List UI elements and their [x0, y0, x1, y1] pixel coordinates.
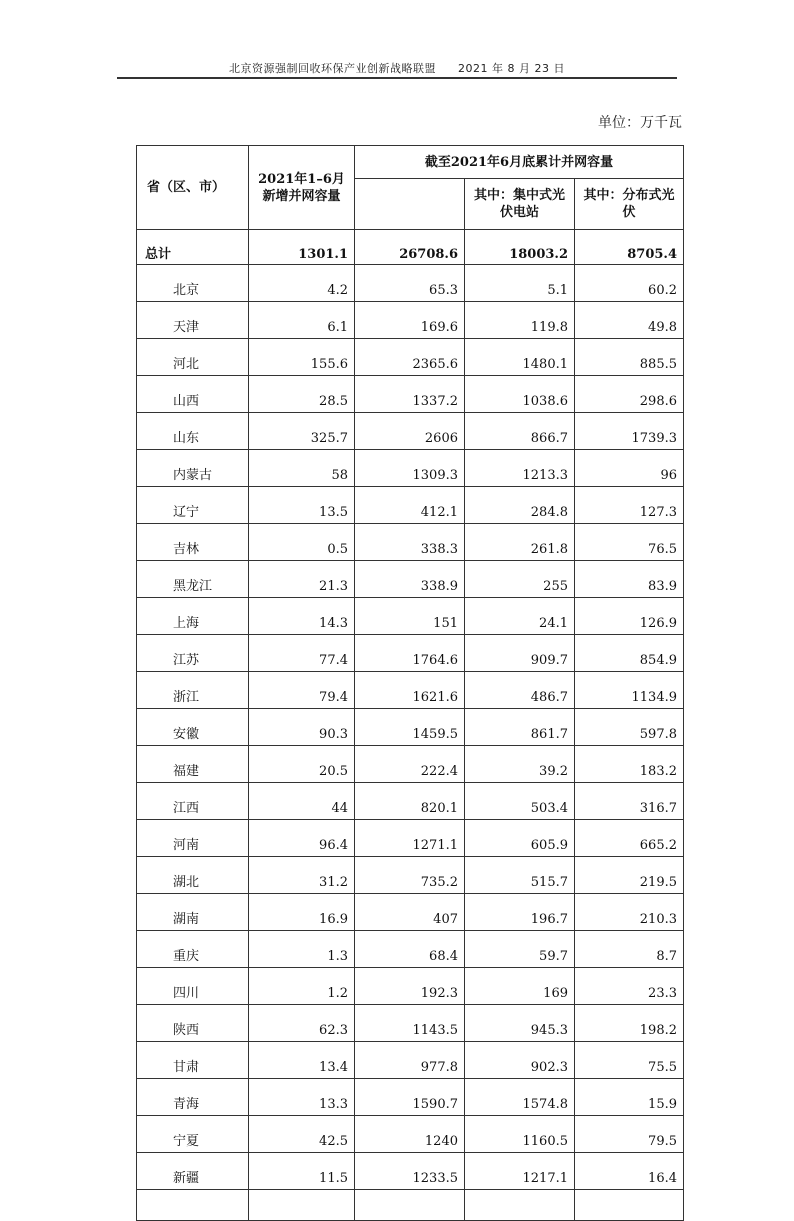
cell-centralized: 5.1: [465, 265, 575, 302]
empty-cell: [249, 1190, 355, 1221]
cell-distributed: 23.3: [575, 968, 684, 1005]
cell-distributed: 885.5: [575, 339, 684, 376]
cell-centralized: 1213.3: [465, 450, 575, 487]
cell-new: 13.4: [249, 1042, 355, 1079]
cell-cumulative: 338.9: [355, 561, 465, 598]
table-row: [137, 524, 684, 561]
table-row: [137, 746, 684, 783]
empty-cell: [465, 1190, 575, 1221]
cell-distributed: 126.9: [575, 598, 684, 635]
cell-distributed: 854.9: [575, 635, 684, 672]
cell-centralized: 503.4: [465, 783, 575, 820]
cell-centralized: 486.7: [465, 672, 575, 709]
table-row: [137, 931, 684, 968]
cell-province: 河南: [137, 820, 249, 857]
cell-province: 河北: [137, 339, 249, 376]
table-row: [137, 709, 684, 746]
table-row: [137, 1153, 684, 1190]
cell-distributed: 316.7: [575, 783, 684, 820]
cell-cumulative: 65.3: [355, 265, 465, 302]
cell-centralized: 255: [465, 561, 575, 598]
header-divider: [117, 77, 677, 79]
cell-new: 0.5: [249, 524, 355, 561]
cell-centralized: 1574.8: [465, 1079, 575, 1116]
cell-province: 黑龙江: [137, 561, 249, 598]
cell-distributed: 16.4: [575, 1153, 684, 1190]
cell-new: 21.3: [249, 561, 355, 598]
cell-cumulative: 1764.6: [355, 635, 465, 672]
cell-cumulative: 407: [355, 894, 465, 931]
cell-new: 1.3: [249, 931, 355, 968]
table-row-total: [137, 230, 684, 265]
cell-cumulative: 735.2: [355, 857, 465, 894]
cell-cumulative: 1271.1: [355, 820, 465, 857]
cell-province: 湖南: [137, 894, 249, 931]
cell-centralized: 945.3: [465, 1005, 575, 1042]
col-header-new-capacity: 2021年1–6月新增并网容量: [249, 146, 355, 230]
table-row: [137, 783, 684, 820]
col-header-cumulative-total: [355, 179, 465, 230]
cell-new: 96.4: [249, 820, 355, 857]
empty-cell: [137, 1190, 249, 1221]
cell-centralized: 866.7: [465, 413, 575, 450]
cell-centralized: 1038.6: [465, 376, 575, 413]
table-row: [137, 672, 684, 709]
cell-distributed: 15.9: [575, 1079, 684, 1116]
cell-province: 上海: [137, 598, 249, 635]
cell-province: 辽宁: [137, 487, 249, 524]
cell-distributed: 76.5: [575, 524, 684, 561]
table-row: [137, 265, 684, 302]
cell-province: 总计: [137, 230, 249, 265]
cell-centralized: 902.3: [465, 1042, 575, 1079]
cell-cumulative: 820.1: [355, 783, 465, 820]
cell-cumulative: 151: [355, 598, 465, 635]
cell-province: 山东: [137, 413, 249, 450]
table-row: [137, 450, 684, 487]
cell-cumulative: 1590.7: [355, 1079, 465, 1116]
cell-distributed: 79.5: [575, 1116, 684, 1153]
cell-cumulative: 1143.5: [355, 1005, 465, 1042]
cell-distributed: 210.3: [575, 894, 684, 931]
table-row: [137, 339, 684, 376]
table-row: [137, 820, 684, 857]
table-row: [137, 1079, 684, 1116]
cell-distributed: 298.6: [575, 376, 684, 413]
cell-distributed: 198.2: [575, 1005, 684, 1042]
table-row: [137, 413, 684, 450]
cell-distributed: 60.2: [575, 265, 684, 302]
cell-cumulative: 412.1: [355, 487, 465, 524]
table-row-cutoff: [137, 1190, 684, 1221]
cell-distributed: 96: [575, 450, 684, 487]
cell-new: 44: [249, 783, 355, 820]
cell-new: 58: [249, 450, 355, 487]
cell-new: 1.2: [249, 968, 355, 1005]
cell-new: 42.5: [249, 1116, 355, 1153]
cell-cumulative: 1233.5: [355, 1153, 465, 1190]
cell-province: 浙江: [137, 672, 249, 709]
cell-province: 四川: [137, 968, 249, 1005]
table-row: [137, 1042, 684, 1079]
cell-centralized: 261.8: [465, 524, 575, 561]
table-row: [137, 1116, 684, 1153]
cell-new: 155.6: [249, 339, 355, 376]
cell-centralized: 909.7: [465, 635, 575, 672]
cell-new: 31.2: [249, 857, 355, 894]
cell-new: 1301.1: [249, 230, 355, 265]
col-header-province: 省（区、市）: [137, 146, 249, 230]
cell-cumulative: 977.8: [355, 1042, 465, 1079]
cell-centralized: 605.9: [465, 820, 575, 857]
cell-province: 青海: [137, 1079, 249, 1116]
col-header-distributed: 其中：分布式光伏: [575, 179, 684, 230]
cell-cumulative: 1337.2: [355, 376, 465, 413]
cell-distributed: 8705.4: [575, 230, 684, 265]
cell-centralized: 1217.1: [465, 1153, 575, 1190]
cell-province: 安徽: [137, 709, 249, 746]
cell-distributed: 8.7: [575, 931, 684, 968]
header-org: 北京资源强制回收环保产业创新战略联盟: [229, 62, 436, 75]
cell-distributed: 127.3: [575, 487, 684, 524]
cell-cumulative: 2606: [355, 413, 465, 450]
table-row: [137, 561, 684, 598]
empty-cell: [355, 1190, 465, 1221]
cell-province: 湖北: [137, 857, 249, 894]
cell-new: 28.5: [249, 376, 355, 413]
cell-new: 13.5: [249, 487, 355, 524]
cell-distributed: 183.2: [575, 746, 684, 783]
empty-cell: [575, 1190, 684, 1221]
cell-centralized: 24.1: [465, 598, 575, 635]
cell-cumulative: 338.3: [355, 524, 465, 561]
capacity-table: [136, 145, 684, 1221]
cell-centralized: 1160.5: [465, 1116, 575, 1153]
cell-distributed: 665.2: [575, 820, 684, 857]
cell-cumulative: 2365.6: [355, 339, 465, 376]
cell-centralized: 39.2: [465, 746, 575, 783]
cell-cumulative: 1240: [355, 1116, 465, 1153]
cell-distributed: 219.5: [575, 857, 684, 894]
cell-distributed: 49.8: [575, 302, 684, 339]
cell-province: 福建: [137, 746, 249, 783]
table-row: [137, 598, 684, 635]
cell-province: 重庆: [137, 931, 249, 968]
col-header-centralized: 其中：集中式光伏电站: [465, 179, 575, 230]
cell-province: 江西: [137, 783, 249, 820]
cell-centralized: 196.7: [465, 894, 575, 931]
cell-new: 16.9: [249, 894, 355, 931]
cell-cumulative: 192.3: [355, 968, 465, 1005]
cell-centralized: 284.8: [465, 487, 575, 524]
cell-new: 4.2: [249, 265, 355, 302]
cell-cumulative: 1621.6: [355, 672, 465, 709]
cell-province: 新疆: [137, 1153, 249, 1190]
cell-new: 90.3: [249, 709, 355, 746]
cell-cumulative: 68.4: [355, 931, 465, 968]
cell-centralized: 1480.1: [465, 339, 575, 376]
cell-cumulative: 169.6: [355, 302, 465, 339]
cell-cumulative: 1459.5: [355, 709, 465, 746]
cell-distributed: 1739.3: [575, 413, 684, 450]
table-row: [137, 487, 684, 524]
cell-province: 宁夏: [137, 1116, 249, 1153]
cell-centralized: 515.7: [465, 857, 575, 894]
cell-new: 14.3: [249, 598, 355, 635]
cell-new: 62.3: [249, 1005, 355, 1042]
cell-province: 江苏: [137, 635, 249, 672]
table-row: [137, 1005, 684, 1042]
cell-province: 天津: [137, 302, 249, 339]
cell-centralized: 119.8: [465, 302, 575, 339]
cell-new: 77.4: [249, 635, 355, 672]
page-header: [0, 60, 794, 76]
cell-new: 79.4: [249, 672, 355, 709]
cell-distributed: 597.8: [575, 709, 684, 746]
cell-new: 20.5: [249, 746, 355, 783]
cell-province: 山西: [137, 376, 249, 413]
table-row: [137, 376, 684, 413]
cell-cumulative: 26708.6: [355, 230, 465, 265]
cell-cumulative: 1309.3: [355, 450, 465, 487]
table-row: [137, 302, 684, 339]
cell-centralized: 18003.2: [465, 230, 575, 265]
table-row: [137, 894, 684, 931]
cell-distributed: 1134.9: [575, 672, 684, 709]
cell-new: 11.5: [249, 1153, 355, 1190]
cell-province: 陕西: [137, 1005, 249, 1042]
cell-province: 吉林: [137, 524, 249, 561]
cell-new: 325.7: [249, 413, 355, 450]
cell-cumulative: 222.4: [355, 746, 465, 783]
cell-distributed: 83.9: [575, 561, 684, 598]
cell-new: 6.1: [249, 302, 355, 339]
unit-label: 单位：万千瓦: [598, 115, 682, 131]
cell-new: 13.3: [249, 1079, 355, 1116]
col-header-cumulative: 截至2021年6月底累计并网容量: [355, 146, 684, 179]
cell-centralized: 861.7: [465, 709, 575, 746]
cell-province: 甘肃: [137, 1042, 249, 1079]
cell-province: 内蒙古: [137, 450, 249, 487]
cell-centralized: 169: [465, 968, 575, 1005]
table-row: [137, 857, 684, 894]
cell-province: 北京: [137, 265, 249, 302]
table-row: [137, 635, 684, 672]
cell-centralized: 59.7: [465, 931, 575, 968]
cell-distributed: 75.5: [575, 1042, 684, 1079]
table-row: [137, 968, 684, 1005]
header-date: 2021 年 8 月 23 日: [458, 62, 565, 75]
